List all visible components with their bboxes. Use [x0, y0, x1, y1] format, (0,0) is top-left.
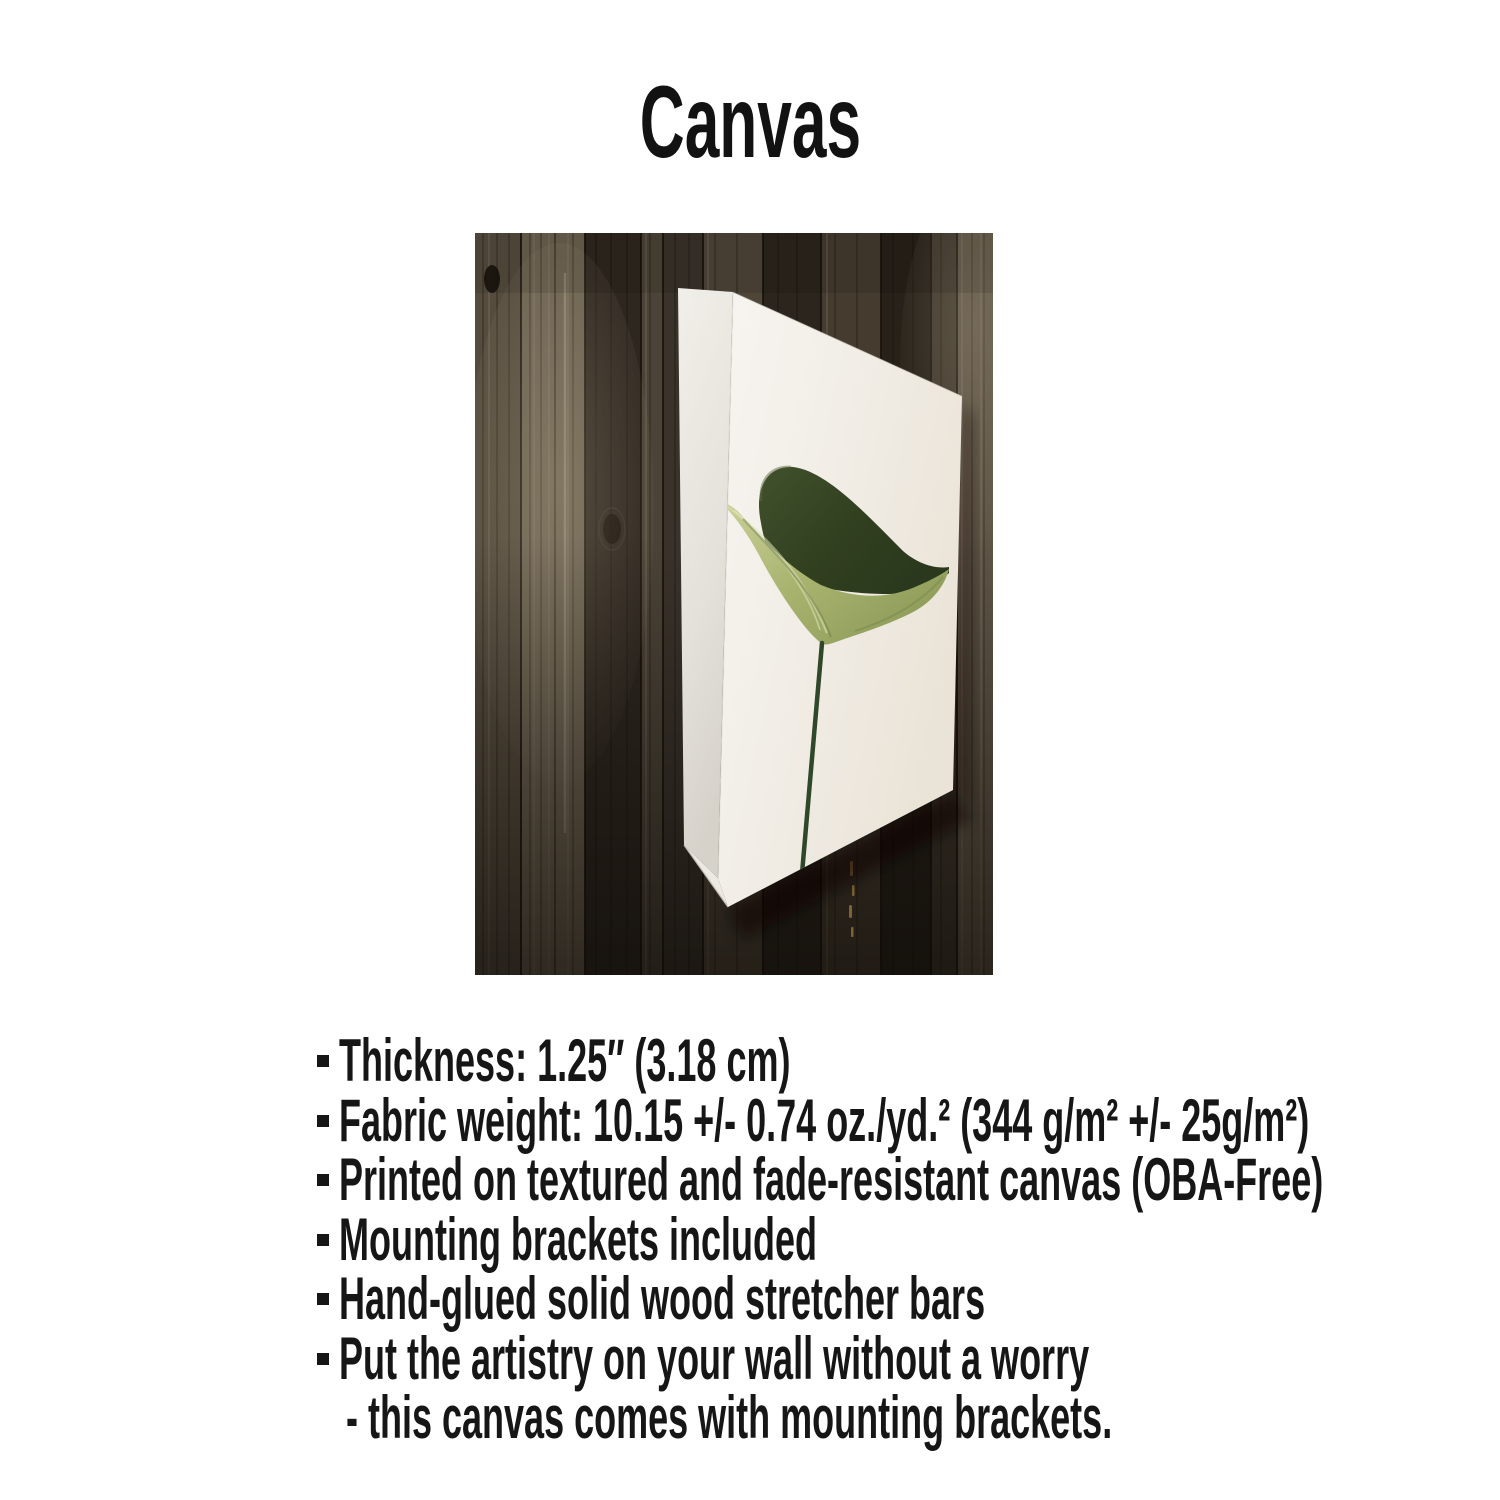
product-photo [475, 233, 993, 975]
page-title [0, 62, 1500, 182]
product-spec-list [317, 1027, 1417, 1451]
spec-item [317, 1146, 1417, 1213]
bullet-square-icon [317, 1293, 329, 1305]
bullet-square-icon [317, 1353, 329, 1365]
spec-item-text: - this canvas comes with mounting brackets. [346, 1384, 1113, 1451]
bullet-square-icon [317, 1055, 329, 1067]
spec-item-text: Fabric weight: 10.15 +/- 0.74 oz./yd.² (344 g/m² +/- 25g/m²) [339, 1086, 1310, 1154]
product-photo-illustration [475, 233, 993, 975]
bullet-square-icon [317, 1115, 329, 1127]
spec-item [317, 1205, 1417, 1273]
spec-item-text: Mounting brackets included [339, 1205, 818, 1273]
spec-item-text: Hand-glued solid wood stretcher bars [339, 1265, 986, 1332]
spec-item [317, 1265, 1417, 1332]
spec-item-text: Thickness: 1.25″ (3.18 cm) [339, 1027, 791, 1094]
spec-item-text: Put the artistry on your wall without a worry [339, 1324, 1090, 1392]
spec-item [317, 1086, 1417, 1154]
bullet-square-icon [317, 1174, 329, 1186]
page-title-text: Canvas [639, 65, 861, 179]
spec-item-continuation [317, 1384, 1417, 1451]
spec-item [317, 1324, 1417, 1392]
spec-item [317, 1027, 1417, 1094]
spec-item-text: Printed on textured and fade-resistant canvas (OBA-Free) [339, 1146, 1324, 1213]
bullet-square-icon [317, 1234, 329, 1246]
